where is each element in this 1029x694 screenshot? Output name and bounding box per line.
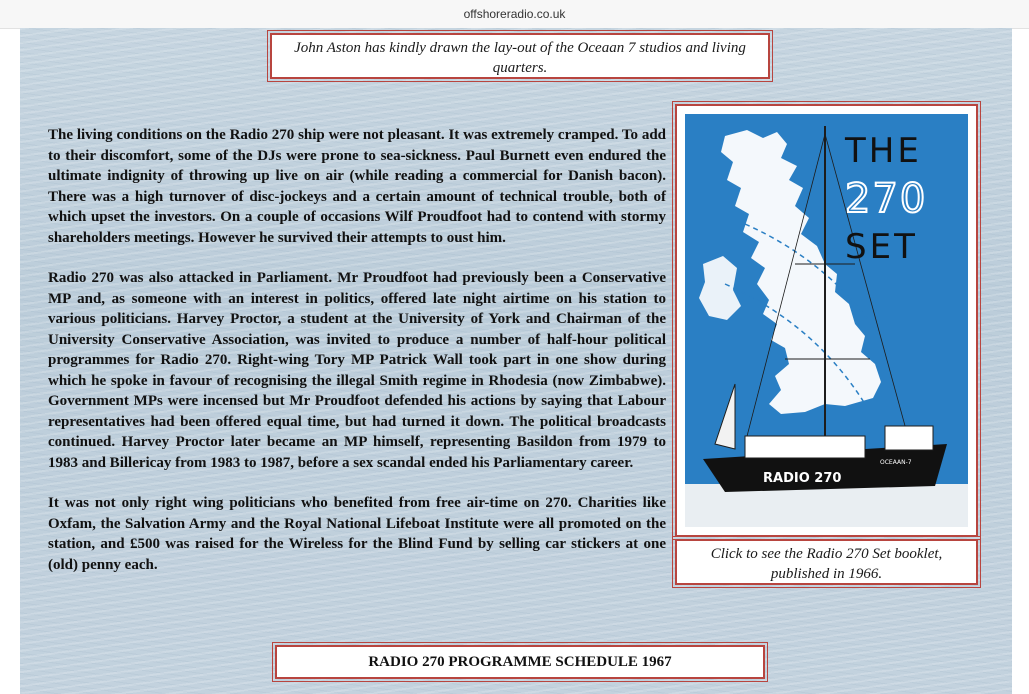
paragraph-parliament: Radio 270 was also attacked in Parliament. Mr Proudfoot had previously been a Conservative MP and, as someone with an interest in politics, offered late night airtime on his station to various politicians. Harvey Proctor, a student at the University of York and Chairman of the University Conservative Association, was invited to produce a number of half-hour political programmes for Radio 270. Right-wing Tory MP Patrick Wall took part in one show during which he spoke in favour of recognising the illegal Smith regime in Rhodesia (now Zimbabwe). Government MPs were incensed but Mr Proudfoot defended his actions by saying that Labour representatives had been offered equal time, but had turned it down. The political broadcasts continued. Harvey Proctor later became an MP himself, representing Basildon from 1979 to 1983 and Billericay from 1983 to 1987, before a sex scandal ended his Parliamentary career. [48, 270, 666, 471]
booklet-title-the: THE [845, 131, 922, 171]
programme-schedule-heading-text: RADIO 270 PROGRAMME SCHEDULE 1967 [368, 654, 672, 670]
ship-name: RADIO 270 [763, 471, 842, 486]
booklet-cover-illustration [685, 114, 968, 527]
browser-url-bar[interactable] [0, 0, 1029, 29]
article-body [48, 125, 666, 595]
booklet-cover-image [685, 114, 968, 527]
ship-bow-name: OCEAAN-7 [880, 459, 912, 466]
booklet-caption-text: Click to see the Radio 270 Set booklet, published in 1966. [710, 546, 943, 582]
ship-bridge [885, 426, 933, 450]
booklet-title-set: SET [845, 227, 918, 267]
url-text: offshoreradio.co.uk [463, 7, 566, 21]
ship-cabin [745, 436, 865, 458]
page-content [20, 28, 1012, 694]
studio-layout-caption [270, 33, 770, 79]
britain-map-shape [721, 130, 881, 414]
paragraph-living-conditions: The living conditions on the Radio 270 ship were not pleasant. It was extremely cramped. To add to their discomfort, some of the DJs were prone to sea-sickness. Paul Burnett even endured the ultimate indignity of throwing up live on air (while reading a commercial for Danish bacon). There was a high turnover of disc-jockeys and a certain amount of technical trouble, both of which upset the investors. On a couple of occasions Wilf Proudfoot had to contend with stormy shareholders meetings. However he survived their attempts to oust him. [48, 127, 666, 246]
booklet-caption[interactable] [675, 539, 978, 585]
booklet-cover-link[interactable] [675, 104, 978, 537]
studio-layout-caption-text: John Aston has kindly drawn the lay-out of the Oceaan 7 studios and living quarters. [294, 40, 746, 76]
paragraph-charities: It was not only right wing politicians who benefited from free air-time on 270. Charities like Oxfam, the Salvation Army and the Royal National Lifeboat Institute were all promoted on the station, and £500 was raised for the Wireless for the Blind Fund by selling car stickers at one (old) penny each. [48, 495, 666, 573]
ship-sail [715, 384, 735, 449]
booklet-title-270: 270 [845, 176, 928, 222]
programme-schedule-heading [275, 645, 765, 679]
